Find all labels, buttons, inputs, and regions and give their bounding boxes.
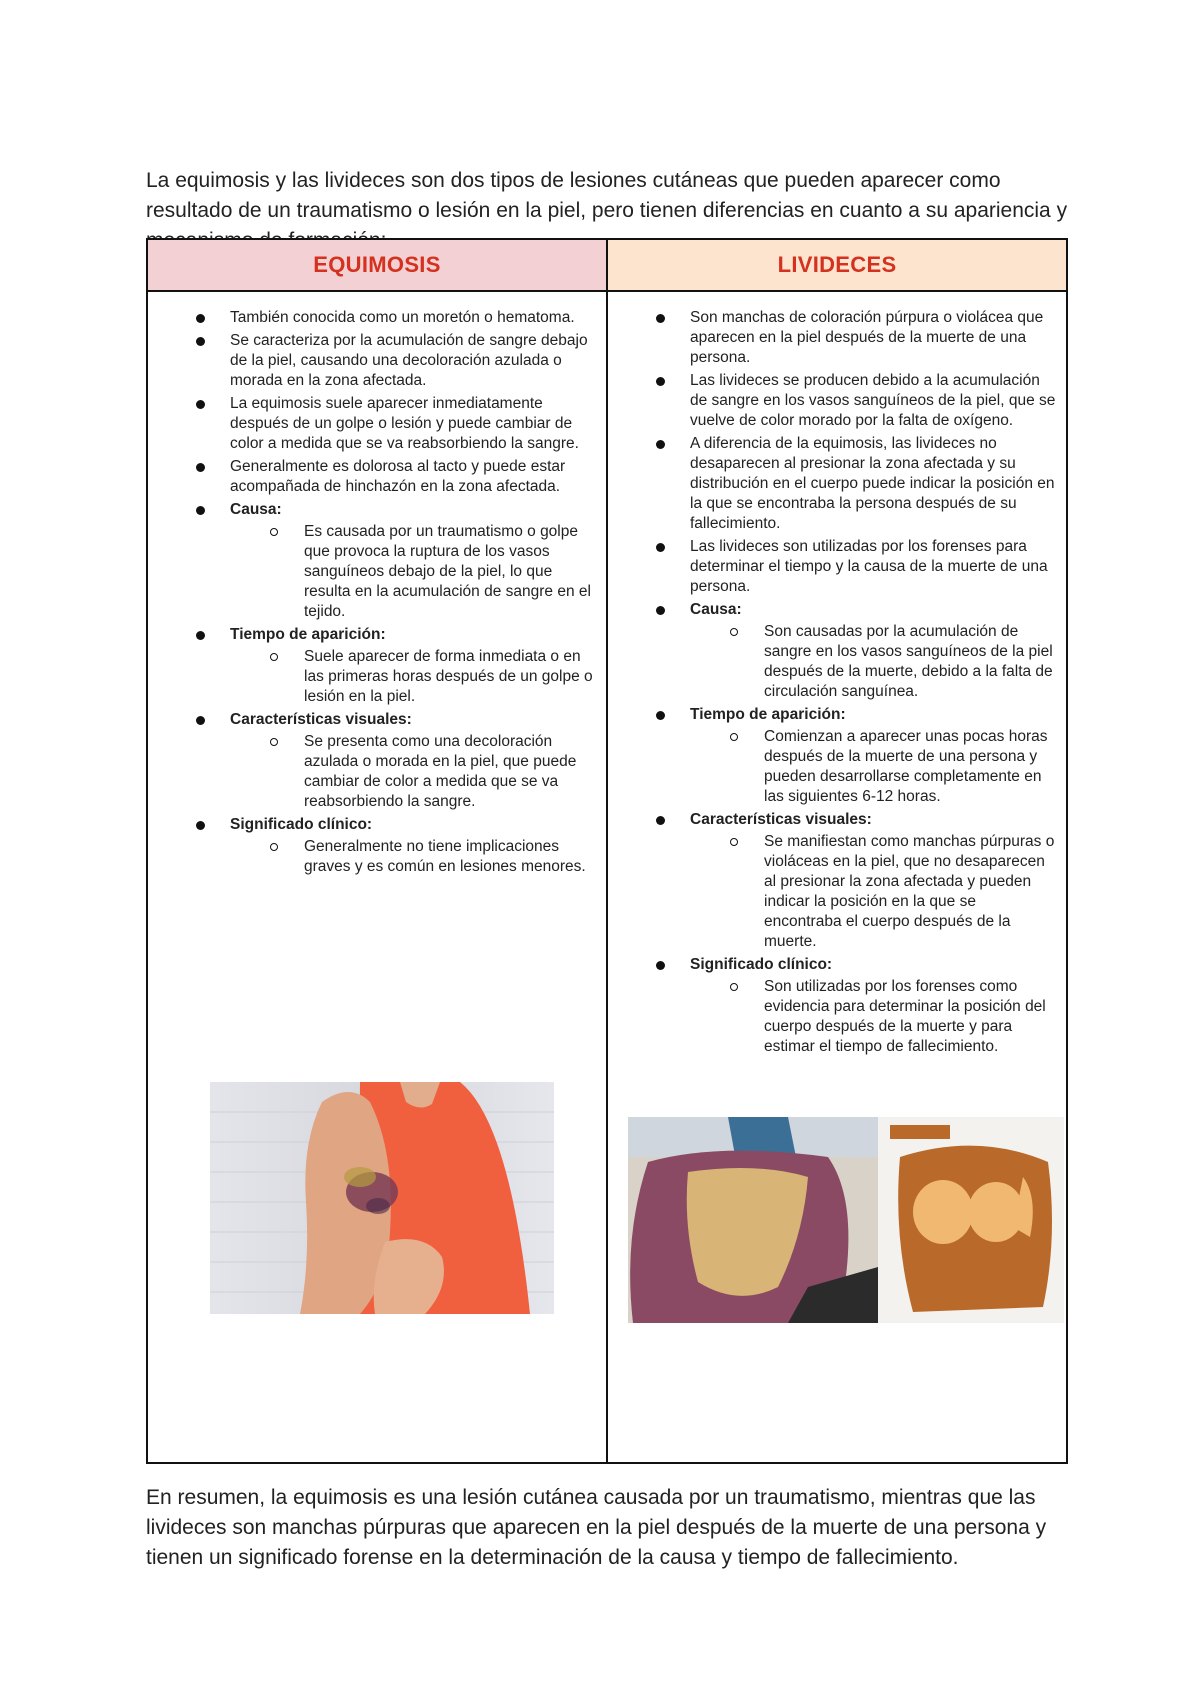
list-item: La equimosis suele aparecer inmediatamente después de un golpe o lesión y puede cambiar de color a medida que se va reabsorbiendo la sangre. [230,394,596,454]
sub-item: Son causadas por la acumulación de sangre en los vasos sanguíneos de la piel después de la muerte, debido a la falta de circulación sanguínea. [764,622,1056,702]
section-causa [690,600,1056,702]
section-title: Significado clínico: [230,816,373,833]
sub-item: Se presenta como una decoloración azulada o morada en la piel, que puede cambiar de color a medida que se va reabsorbiendo la sangre. [304,732,596,812]
livideces-column [607,291,1067,1463]
list-item: Generalmente es dolorosa al tacto y puede estar acompañada de hinchazón en la zona afectada. [230,457,596,497]
bruised-arm-image [210,1082,554,1314]
comparison-table [146,238,1068,1464]
intro-paragraph: La equimosis y las livideces son dos tipos de lesiones cutáneas que pueden aparecer como resultado de un traumatismo o lesión en la piel, pero tienen diferencias en cuanto a su apariencia y [146,169,1068,222]
section-causa [230,500,596,622]
sub-item: Generalmente no tiene implicaciones graves y es común en lesiones menores. [304,837,596,877]
sub-item: Se manifiestan como manchas púrpuras o violáceas en la piel, que no desaparecen al presionar la zona afectada y pueden indicar la posición en la que se encontraba el cuerpo después de la muerte. [764,833,1055,950]
section-tiempo [230,625,596,707]
header-livideces: LIVIDECES [607,239,1067,291]
livor-mortis-photo [628,1117,1064,1323]
list-item: A diferencia de la equimosis, las livideces no desaparecen al presionar la zona afectada y su distribución en el cuerpo puede indicar la posición en la que se encontraba la persona después de su fallecimiento. [690,435,1055,532]
equimosis-list [148,292,606,877]
section-significado [230,815,596,877]
section-title: Causa: [230,501,282,518]
livor-mortis-image [628,1117,1064,1323]
livideces-list [608,292,1066,1057]
list-item: Las livideces se producen debido a la acumulación de sangre en los vasos sanguíneos de la piel, que se vuelve de color morado por la falta de oxígeno. [690,372,1056,429]
section-title: Tiempo de aparición: [690,706,846,723]
header-equimosis: EQUIMOSIS [147,239,607,291]
section-caracteristicas [690,810,1056,952]
list-item: También conocida como un moretón o hematoma. [230,308,596,328]
section-title: Tiempo de aparición: [230,626,386,643]
section-title: Características visuales: [230,711,412,728]
sub-item: Es causada por un traumatismo o golpe que provoca la ruptura de los vasos sanguíneos debajo de la piel, lo que resulta en la acumulación de sangre en el tejido. [304,522,596,622]
sub-item: Son utilizadas por los forenses como evidencia para determinar la posición del cuerpo después de la muerte y para estimar el tiempo de fallecimiento. [764,977,1056,1057]
sub-item: Suele aparecer de forma inmediata o en las primeras horas después de un golpe o lesión en la piel. [304,647,596,707]
section-title: Características visuales: [690,811,872,828]
section-tiempo [690,705,1056,807]
equimosis-column [147,291,607,1463]
section-significado [690,955,1056,1057]
list-item: Son manchas de coloración púrpura o violácea que aparecen en la piel después de la muerte de una persona. [690,308,1056,368]
section-title: Causa: [690,601,742,618]
bruise-photo [210,1082,554,1314]
summary-paragraph: En resumen, la equimosis es una lesión cutánea causada por un traumatismo, mientras que las livideces son manchas púrpuras que aparecen en la piel después de la muerte de una persona y tienen un significado forense en la determinación de la causa y tiempo de fallecimiento. [146,1486,1047,1569]
section-title: Significado clínico: [690,956,833,973]
sub-item: Comienzan a aparecer unas pocas horas después de la muerte de una persona y pueden desarrollarse completamente en las siguientes 6-12 horas. [764,727,1056,807]
section-caracteristicas [230,710,596,812]
list-item: Las livideces son utilizadas por los forenses para determinar el tiempo y la causa de la muerte de una persona. [690,537,1056,597]
list-item: Se caracteriza por la acumulación de sangre debajo de la piel, causando una decoloración azulada o morada en la zona afectada. [230,331,596,391]
